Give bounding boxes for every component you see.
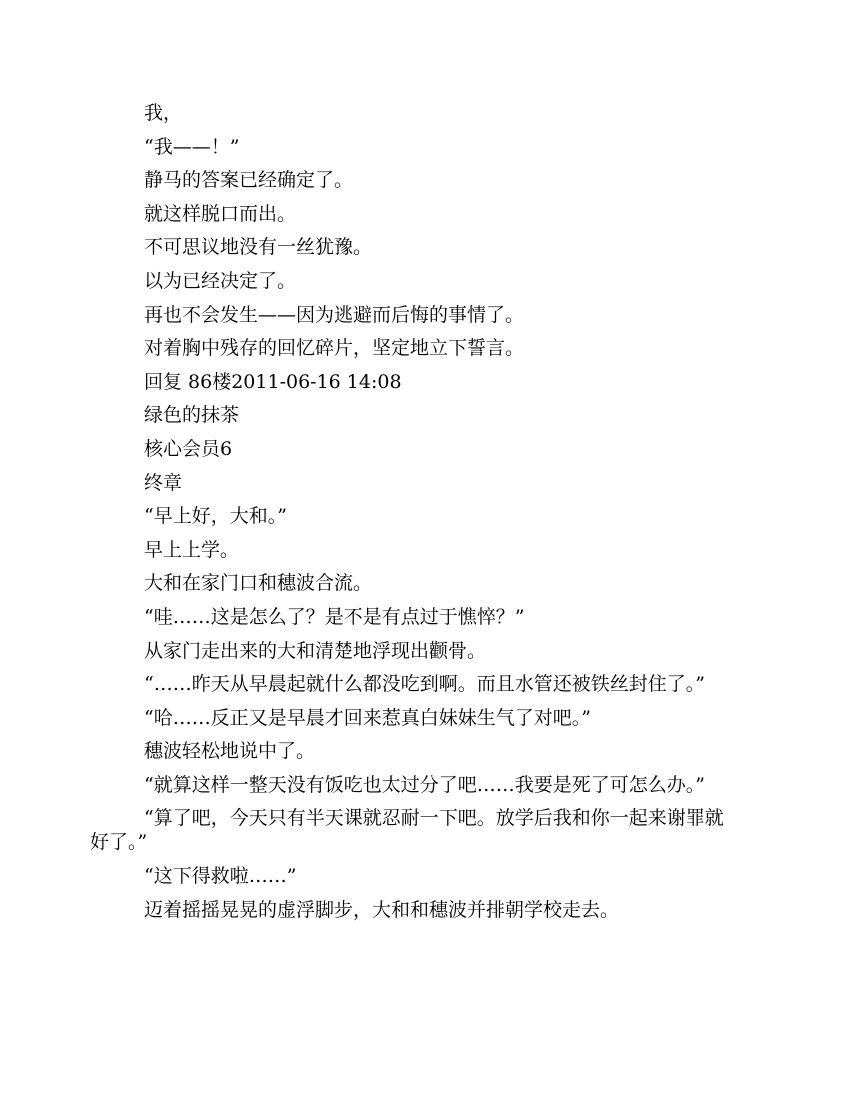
paragraph: “哇……这是怎么了？是不是有点过于憔悴？” xyxy=(144,605,525,628)
paragraph: 穗波轻松地说中了。 xyxy=(144,740,316,763)
paragraph: 迈着摇摇晃晃的虚浮脚步，大和和穗波并排朝学校走去。 xyxy=(144,898,620,921)
chapter-title: 终章 xyxy=(144,471,183,494)
paragraph: 以为已经决定了。 xyxy=(144,269,297,292)
paragraph: 大和在家门口和穗波合流。 xyxy=(144,572,373,595)
paragraph: 对着胸中残存的回忆碎片，坚定地立下誓言。 xyxy=(144,337,525,360)
paragraph: “我——！” xyxy=(144,135,240,158)
paragraph: “就算这样一整天没有饭吃也太过分了吧……我要是死了可怎么办。” xyxy=(144,773,705,796)
paragraph: “算了吧，今天只有半天课就忍耐一下吧。放学后我和你一起来谢罪就好了。” xyxy=(90,807,724,854)
body-text xyxy=(90,101,730,931)
author-rank: 核心会员6 xyxy=(144,437,233,460)
author-name: 绿色的抹茶 xyxy=(144,404,240,427)
paragraph: “早上好，大和。” xyxy=(144,505,287,528)
paragraph: “这下得救啦……” xyxy=(144,865,297,888)
paragraph: 再也不会发生——因为逃避而后悔的事情了。 xyxy=(144,303,525,326)
paragraph: “……昨天从早晨起就什么都没吃到啊。而且水管还被铁丝封住了。” xyxy=(144,673,705,696)
reply-meta: 回复 86楼2011-06-16 14:08 xyxy=(144,370,402,393)
paragraph: “哈……反正又是早晨才回来惹真白妹妹生气了对吧。” xyxy=(144,706,591,729)
paragraph: 不可思议地没有一丝犹豫。 xyxy=(144,236,373,259)
paragraph: 静马的答案已经确定了。 xyxy=(144,169,354,192)
paragraph: 我， xyxy=(144,102,183,124)
paragraph: 早上上学。 xyxy=(144,538,240,561)
paragraph: 从家门走出来的大和清楚地浮现出颧骨。 xyxy=(144,639,487,662)
paragraph: 就这样脱口而出。 xyxy=(144,202,297,225)
